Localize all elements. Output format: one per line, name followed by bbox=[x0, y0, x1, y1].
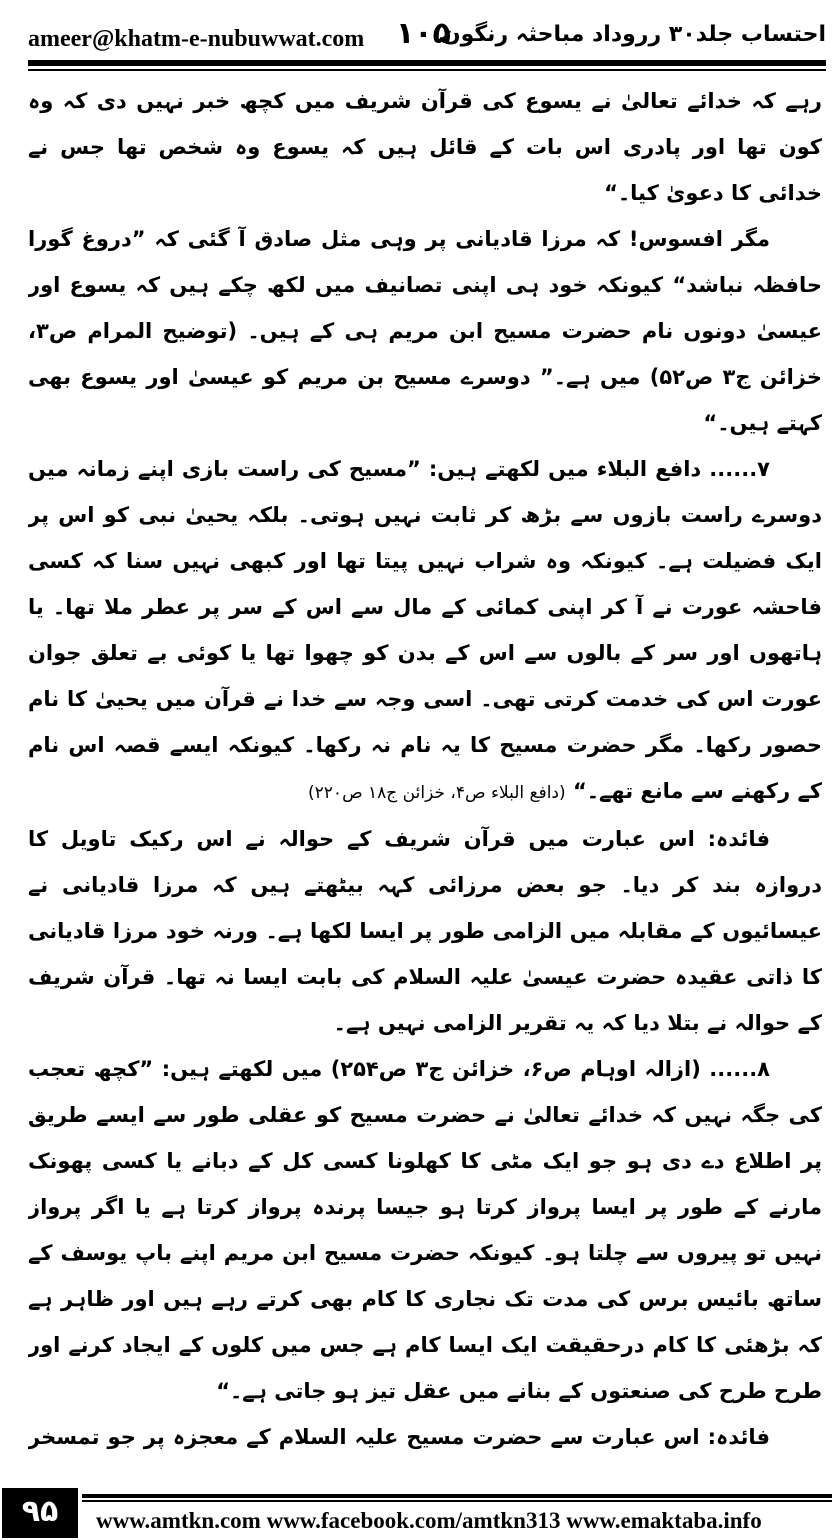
paragraph-4: فائدہ: اس عبارت میں قرآن شریف کے حوالہ نے اس رکیک تاویل کا دروازہ بند کر دیا۔ جو بعض مرزائی کہہ بیٹھتے ہیں کہ مرزا قادیانی نے عیسائیوں کے مقابلہ میں الزامی طور پر ایسا لکھا ہے۔ ورنہ خود مرزا قادیانی کا ذاتی عقیدہ حضرت عیسیٰ علیہ السلام کی بابت ایسا نہ تھا۔ قرآن شریف کے حوالہ نے بتلا دیا کہ یہ تقریر الزامی نہیں ہے۔ bbox=[28, 827, 822, 1035]
paragraph-1: رہے کہ خدائے تعالیٰ نے یسوع کی قرآن شریف میں کچھ خبر نہیں دی کہ وہ کون تھا اور پادری اس بات کے قائل ہیں کہ یسوع وہ شخص تھا جس نے خدائی کا دعویٰ کیا۔“ bbox=[28, 89, 822, 205]
paragraph-3-reference: (دافع البلاء ص۴، خزائن ج۱۸ ص۲۲۰) bbox=[308, 783, 566, 803]
page-footer bbox=[0, 1488, 840, 1538]
paragraph-3-text: ۷...... دافع البلاء میں لکھتے ہیں: ”مسیح کی راست بازی اپنے زمانہ میں دوسرے راست بازوں سے بڑھ کر ثابت نہیں ہوتی۔ بلکہ یحییٰ نبی کو اس پر ایک فضیلت ہے۔ کیونکہ وہ شراب نہیں پیتا تھا اور کبھی نہیں سنا کہ کسی فاحشہ عورت نے آ کر اپنی کمائی کے مال سے اس کے سر پر عطر ملا تھا۔ یا ہاتھوں اور سر کے بالوں سے اس کے بدن کو چھوا تھا یا کوئی بے تعلق جوان عورت اس کی خدمت کرتی تھی۔ اسی وجہ سے خدا نے قرآن میں یحییٰ کا نام حصور رکھا۔ مگر حضرت مسیح کا یہ نام نہ رکھا۔ کیونکہ ایسے قصہ اس نام کے رکھنے سے مانع تھے۔“ bbox=[28, 457, 822, 803]
footer-page-number: ۹۵ bbox=[2, 1488, 78, 1538]
header-rule-thin bbox=[28, 69, 826, 71]
paragraph-3 bbox=[28, 446, 822, 816]
page-body bbox=[28, 78, 822, 1470]
paragraph-5: ۸...... (ازالہ اوہام ص۶، خزائن ج۳ ص۲۵۴) میں لکھتے ہیں: ”کچھ تعجب کی جگہ نہیں کہ خدائے تعالیٰ نے حضرت مسیح کو عقلی طور سے ایسے طریق پر اطلاع دے دی ہو جو ایک مٹی کا کھلونا کسی کل کے دبانے یا کسی پھونک مارنے کے طور پر ایسا پرواز کرتا ہو جیسا پرندہ پرواز کرتا ہے یا اگر پرواز نہیں تو پیروں سے چلتا ہو۔ کیونکہ حضرت مسیح ابن مریم اپنے باپ یوسف کے ساتھ بائیس برس کی مدت تک نجاری کا کام بھی کرتے رہے ہیں اور ظاہر ہے کہ بڑھئی کا کام درحقیقت ایک ایسا کام ہے جس میں کلوں کے ایجاد کرنے اور طرح طرح کی صنعتوں کے بنانے میں عقل تیز ہو جاتی ہے۔“ bbox=[28, 1057, 822, 1403]
header-rule-thick bbox=[28, 60, 826, 66]
header-title: احتساب جلد۳۰ رروداد مباحثہ رنگون bbox=[441, 22, 826, 47]
paragraph-2: مگر افسوس! کہ مرزا قادیانی پر وہی مثل صادق آ گئی کہ ”دروغ گورا حافظہ نباشد“ کیونکہ خود ہی اپنی تصانیف میں لکھ چکے ہیں کہ یسوع اور عیسیٰ دونوں نام حضرت مسیح ابن مریم ہی کے ہیں۔ (توضیح المرام ص۳، خزائن ج۳ ص۵۲) میں ہے۔” دوسرے مسیح بن مریم کو عیسیٰ اور یسوع بھی کہتے ہیں۔“ bbox=[28, 227, 822, 435]
paragraph-6: فائدہ: اس عبارت سے حضرت مسیح علیہ السلام کے معجزہ پر جو تمسخر bbox=[28, 1425, 770, 1449]
header-page-number: ۱۰۵ bbox=[396, 16, 451, 51]
footer-rule-thick bbox=[82, 1494, 832, 1498]
header-email[interactable]: ameer@khatm-e-nubuwwat.com bbox=[28, 26, 365, 52]
page-header bbox=[28, 16, 826, 60]
footer-rule-thin bbox=[82, 1500, 832, 1502]
footer-links[interactable]: www.amtkn.com www.facebook.com/amtkn313 www.emaktaba.info bbox=[96, 1508, 762, 1533]
